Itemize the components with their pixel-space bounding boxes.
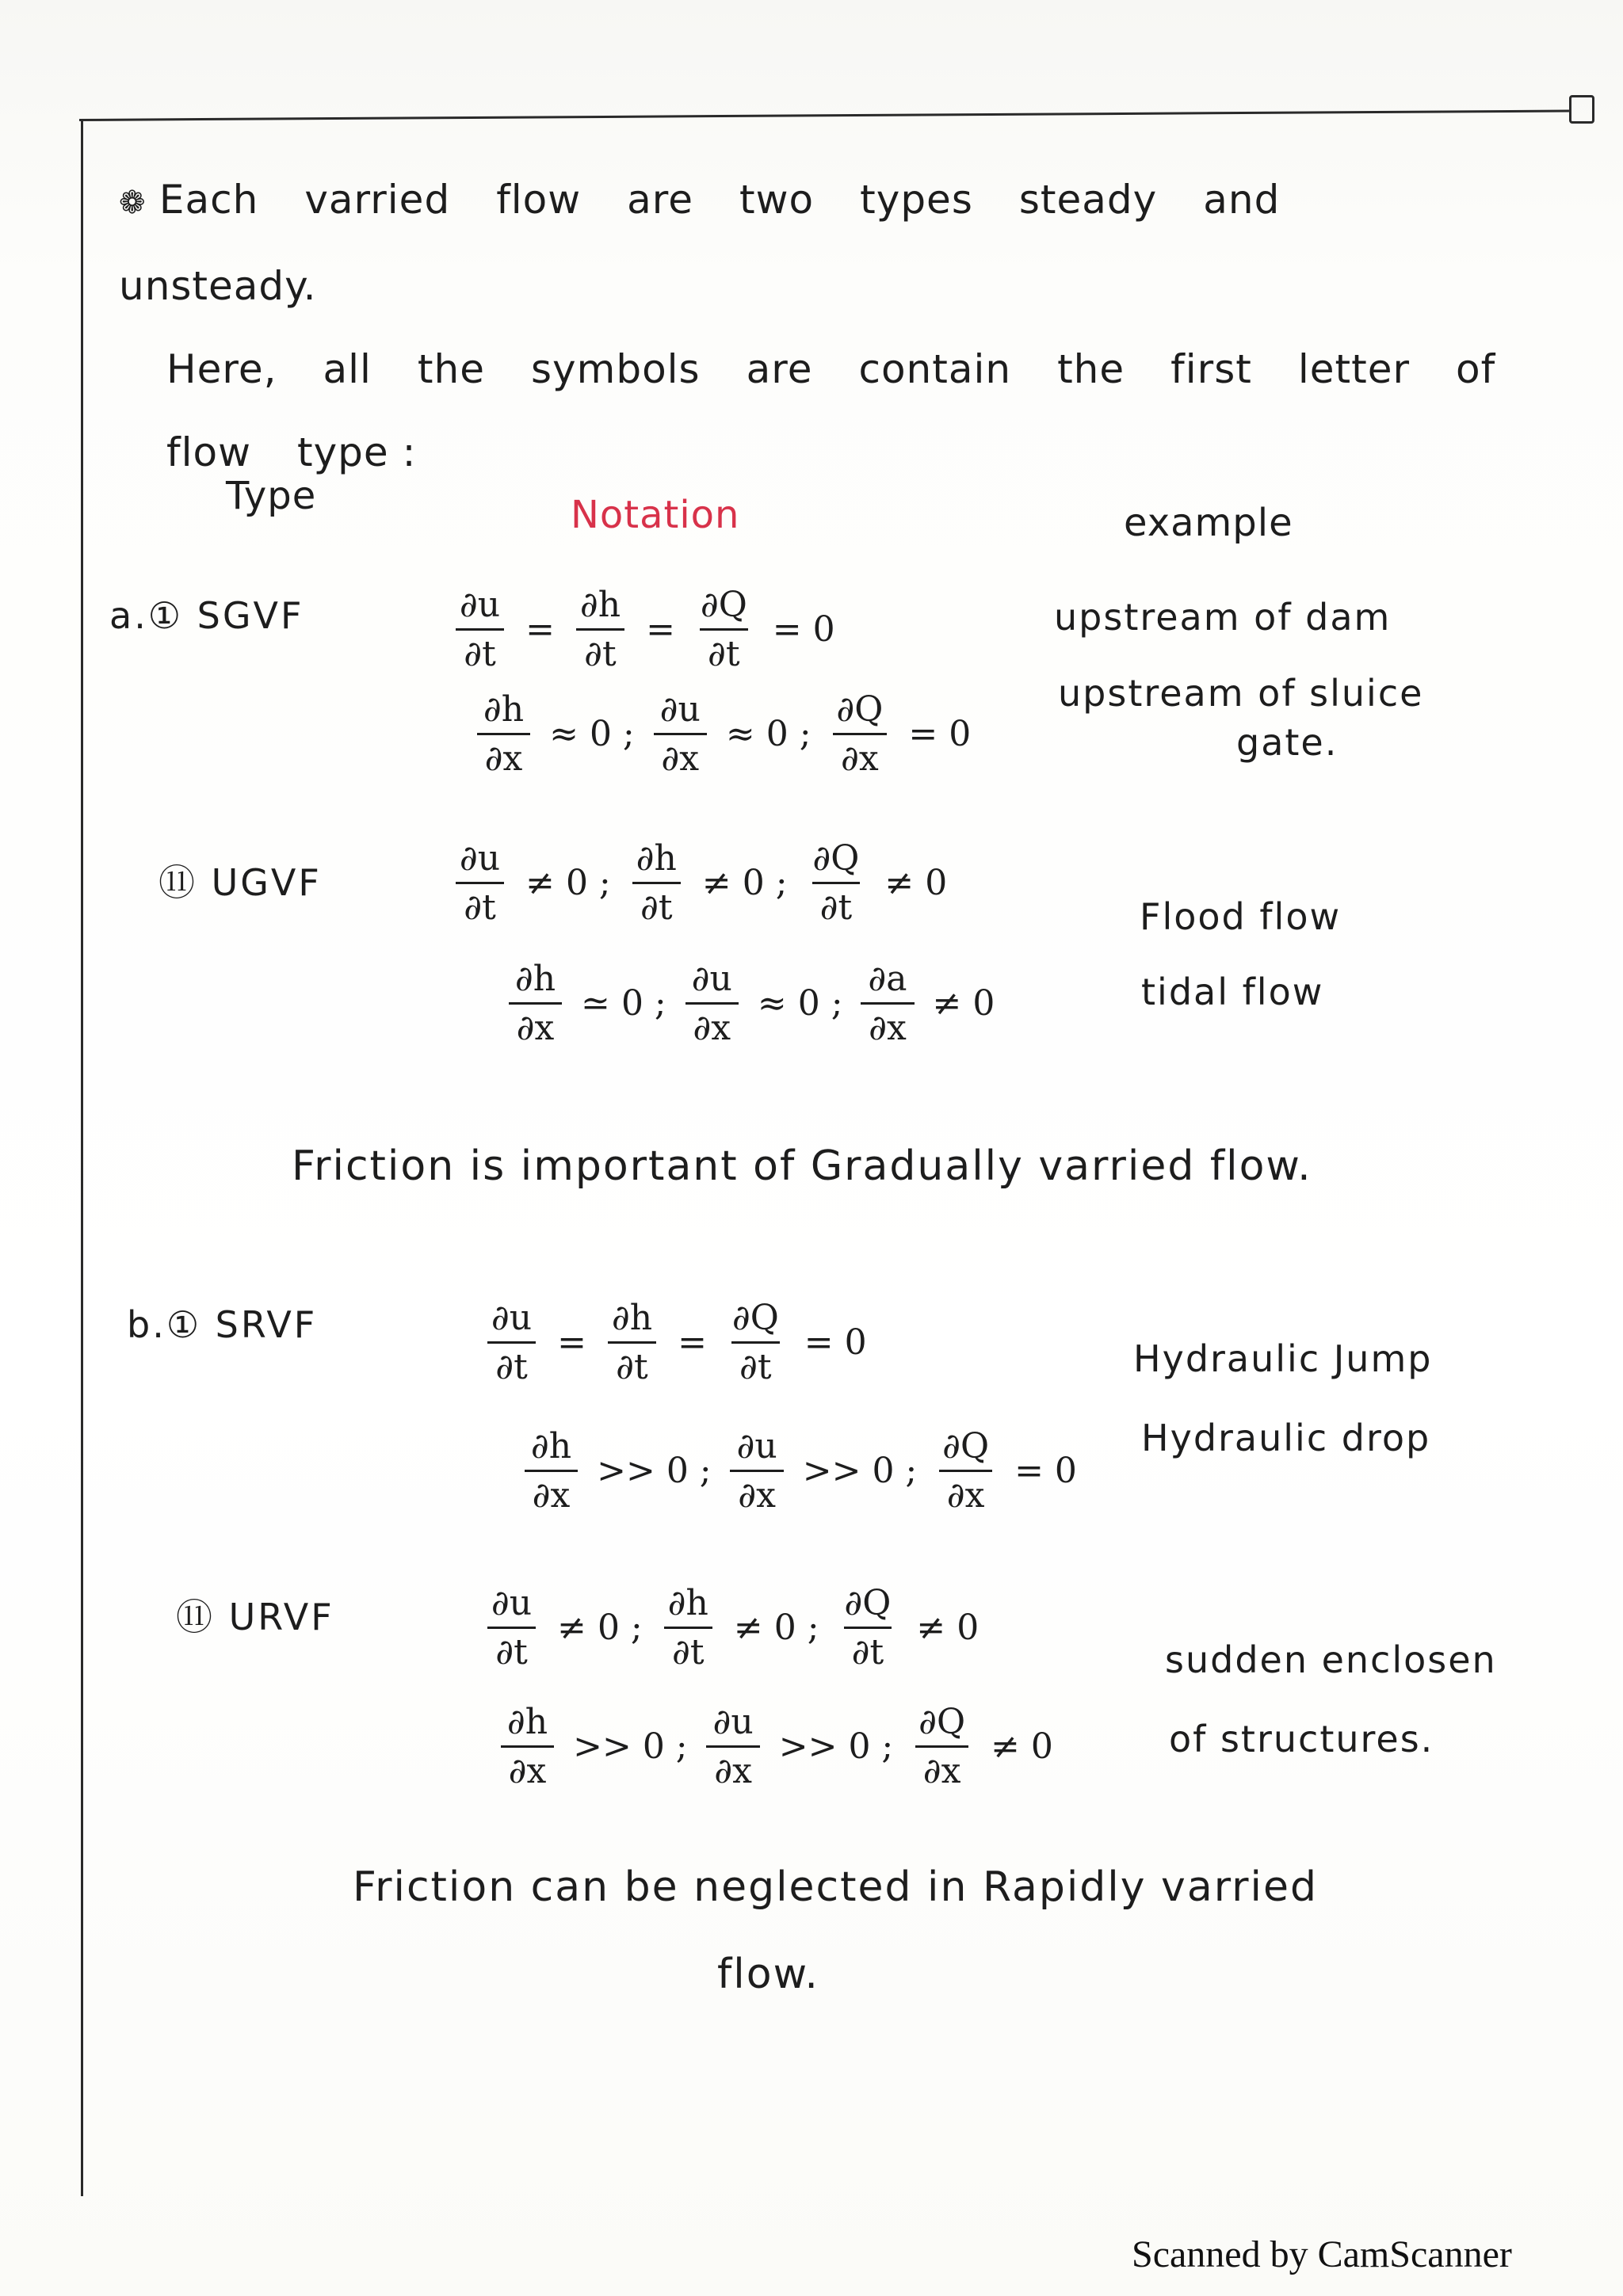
friction-note-gradual: Friction is important of Gradually varried flow. <box>292 1142 1312 1190</box>
urvf-eq-time: $\frac{\partial u}{\partial t}$ ≠ 0 ; $\frac{\partial h}{\partial t}$ ≠ 0 ; $\frac{\partial Q}{\partial t}$ ≠ 0 <box>475 1583 988 1672</box>
srvf-eq-time: $\frac{\partial u}{\partial t}$ = $\frac{\partial h}{\partial t}$ = $\frac{\partial Q}{\partial t}$ = 0 <box>475 1298 876 1387</box>
fraction: $\frac{\partial Q}{\partial t}$ <box>844 1583 892 1672</box>
sgvf-eq-space: $\frac{\partial h}{\partial x}$ ≈ 0 ; $\frac{\partial u}{\partial x}$ ≈ 0 ; $\frac{\partial Q}{\partial x}$ = 0 <box>468 689 980 779</box>
label-sgvf: a.① SGVF <box>109 594 304 637</box>
fraction: $\frac{\partial h}{\partial t}$ <box>604 1298 660 1387</box>
corner-mark <box>1569 95 1594 124</box>
label-ugvf: ⑪ UGVF <box>158 861 322 904</box>
fraction: $\frac{\partial u}{\partial x}$ <box>652 689 708 779</box>
header-example: example <box>1124 501 1293 545</box>
friction-note-rapid-2: flow. <box>717 1951 819 1998</box>
intro-line-2: Here, all the symbols are contain the first letter of <box>166 346 1496 392</box>
page-left-margin <box>81 120 83 2196</box>
example-sgvf-1: upstream of dam <box>1054 596 1392 639</box>
header-type: Type <box>226 474 317 518</box>
label-urvf: ⑪ URVF <box>176 1596 334 1638</box>
example-srvf-1: Hydraulic Jump <box>1133 1337 1433 1380</box>
intro-line-1: ❁ Each varried flow are two types steady andunsteady. <box>119 158 1569 328</box>
fraction: $\frac{\partial Q}{\partial x}$ <box>934 1426 997 1516</box>
example-urvf-1: sudden enclosen <box>1165 1638 1497 1681</box>
fraction: $\frac{\partial Q}{\partial t}$ <box>700 585 747 674</box>
fraction: $\frac{\partial h}{\partial x}$ <box>507 959 563 1048</box>
fraction: $\frac{\partial u}{\partial t}$ <box>483 1583 540 1672</box>
fraction: $\frac{\partial h}{\partial t}$ <box>628 838 685 928</box>
fraction: $\frac{\partial h}{\partial x}$ <box>499 1702 556 1791</box>
fraction: $\frac{\partial Q}{\partial x}$ <box>829 689 892 779</box>
scanner-watermark: Scanned by CamScanner <box>1132 2233 1512 2275</box>
example-srvf-2: Hydraulic drop <box>1141 1417 1431 1459</box>
fraction: $\frac{\partial Q}{\partial t}$ <box>812 838 860 928</box>
example-ugvf-2: tidal flow <box>1141 971 1324 1013</box>
srvf-eq-space: $\frac{\partial h}{\partial x}$ >> 0 ; $\frac{\partial u}{\partial x}$ >> 0 ; $\frac{\partial Q}{\partial x}$ = 0 <box>515 1426 1086 1516</box>
ugvf-eq-time: $\frac{\partial u}{\partial t}$ ≠ 0 ; $\frac{\partial h}{\partial t}$ ≠ 0 ; $\frac{\partial Q}{\partial t}$ ≠ 0 <box>444 838 957 928</box>
fraction: $\frac{\partial h}{\partial x}$ <box>523 1426 579 1516</box>
page-top-rule <box>79 110 1569 121</box>
fraction: $\frac{\partial Q}{\partial t}$ <box>731 1298 779 1387</box>
fraction: $\frac{\partial u}{\partial t}$ <box>483 1298 540 1387</box>
bullet-icon: ❁ <box>119 185 147 221</box>
fraction: $\frac{\partial u}{\partial x}$ <box>705 1702 762 1791</box>
fraction: $\frac{\partial u}{\partial t}$ <box>452 838 508 928</box>
friction-note-rapid-1: Friction can be neglected in Rapidly varried <box>353 1863 1318 1911</box>
sgvf-eq-time: $\frac{\partial u}{\partial t}$ = $\frac{\partial h}{\partial t}$ = $\frac{\partial Q}{\partial t}$ = 0 <box>444 585 845 674</box>
urvf-eq-space: $\frac{\partial h}{\partial x}$ >> 0 ; $\frac{\partial u}{\partial x}$ >> 0 ; $\frac{\partial Q}{\partial x}$ ≠ 0 <box>491 1702 1063 1791</box>
header-notation: Notation <box>571 493 740 537</box>
intro-line-3: flow type : <box>166 429 417 475</box>
fraction: $\frac{\partial Q}{\partial x}$ <box>911 1702 973 1791</box>
fraction: $\frac{\partial a}{\partial x}$ <box>861 959 915 1048</box>
fraction: $\frac{\partial u}{\partial x}$ <box>684 959 740 1048</box>
fraction: $\frac{\partial h}{\partial t}$ <box>572 585 628 674</box>
intro-paragraph <box>119 158 1569 494</box>
example-sgvf-3: gate. <box>1236 721 1338 764</box>
example-sgvf-2: upstream of sluice <box>1058 672 1424 715</box>
example-urvf-2: of structures. <box>1169 1718 1434 1760</box>
label-srvf: b.① SRVF <box>127 1303 318 1346</box>
fraction: $\frac{\partial h}{\partial t}$ <box>660 1583 716 1672</box>
fraction: $\frac{\partial h}{\partial x}$ <box>475 689 532 779</box>
fraction: $\frac{\partial u}{\partial x}$ <box>729 1426 785 1516</box>
ugvf-eq-space: $\frac{\partial h}{\partial x}$ ≃ 0 ; $\frac{\partial u}{\partial x}$ ≈ 0 ; $\frac{\partial a}{\partial x}$ ≠ 0 <box>499 959 1004 1048</box>
example-ugvf-1: Flood flow <box>1140 895 1342 938</box>
fraction: $\frac{\partial u}{\partial t}$ <box>452 585 508 674</box>
